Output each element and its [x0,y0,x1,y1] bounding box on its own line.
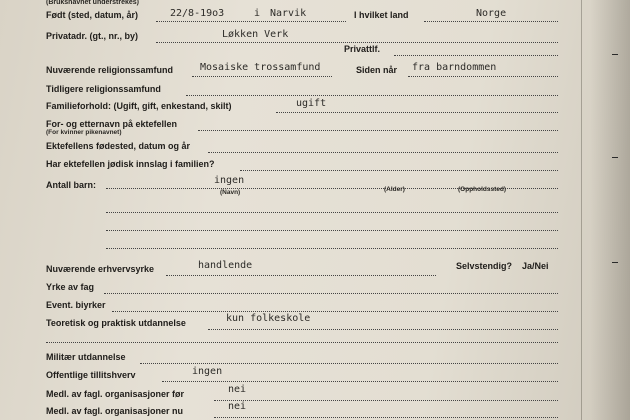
public-line [162,381,558,382]
prev-religion-line [186,95,558,96]
religion-line [192,76,332,77]
born-place: Narvik [270,8,307,19]
address-value: Løkken Verk [222,29,289,40]
margin-tick [612,157,618,158]
margin-tick [612,262,618,263]
education-line-2 [46,342,558,343]
self-employed-value: Ja/Nei [522,261,549,271]
education-line [208,329,558,330]
union-before-line [214,400,558,401]
since-label: Siden når [356,65,398,75]
col-age: (Alder) [384,186,405,193]
occupation-label: Nuværende erhvervsyrke [46,264,155,274]
since-line [408,76,558,77]
page-edge [581,0,582,420]
occupation-value: handlende [198,260,253,271]
military-label: Militær utdannelse [46,352,126,362]
jewish-label: Har ektefellen jødisk innslag i familien? [46,159,215,169]
spouse-name-label: For- og etternavn på ektefellen [46,119,178,129]
union-now-value: nei [228,401,247,412]
margin-tick [612,54,618,55]
trade-line [104,293,558,294]
children-label: Antall barn: [46,180,97,190]
children-row-3 [106,230,558,231]
occupation-line [166,275,436,276]
public-label: Offentlige tillitshverv [46,370,136,380]
side-jobs-line [112,311,558,312]
military-line [140,363,558,364]
col-name: (Navn) [220,189,241,196]
jewish-line [240,170,558,171]
trade-label: Yrke av fag [46,282,95,292]
phone-line [394,55,558,56]
children-row-4 [106,248,558,249]
children-row-2 [106,212,558,213]
education-value: kun folkeskole [226,313,311,324]
union-before-label: Medl. av fagl. organisasjoner før [46,389,185,399]
spouse-name-sub: (For kvinner pikenavnet) [46,129,122,136]
address-line [156,42,558,43]
spouse-birth-line [208,152,558,153]
page-shadow [590,0,630,420]
country-value: Norge [476,8,507,19]
children-value: ingen [214,175,245,186]
phone-label: Privattlf. [344,44,381,54]
family-label: Familieforhold: (Ugift, gift, enkestand, skilt) [46,101,232,111]
education-label: Teoretisk og praktisk utdannelse [46,318,186,328]
spouse-birth-label: Ektefellens fødested, datum og år [46,141,191,151]
country-line [424,21,558,22]
born-in: i [254,8,261,19]
union-now-line [214,417,558,418]
since-value: fra barndommen [412,62,497,73]
public-value: ingen [192,366,223,377]
prev-religion-label: Tidligere religionssamfund [46,84,161,94]
top-note: (Bruksnavnet understrekes) [46,0,139,6]
spouse-name-line [198,130,558,131]
born-label: Født (sted, datum, år) [46,10,138,20]
religion-value: Mosaiske trossamfund [200,62,321,73]
born-date: 22/8-19o3 [170,8,225,19]
country-label: I hvilket land [354,10,409,20]
col-residence: (Oppholdssted) [458,186,507,193]
union-now-label: Medl. av fagl. organisasjoner nu [46,406,184,416]
self-employed-label: Selvstendig? [456,261,513,271]
religion-label: Nuværende religionssamfund [46,65,174,75]
address-label: Privatadr. (gt., nr., by) [46,31,139,41]
side-jobs-label: Event. biyrker [46,300,106,310]
family-line [276,112,558,113]
union-before-value: nei [228,384,247,395]
born-line [156,21,346,22]
family-value: ugift [296,98,327,109]
